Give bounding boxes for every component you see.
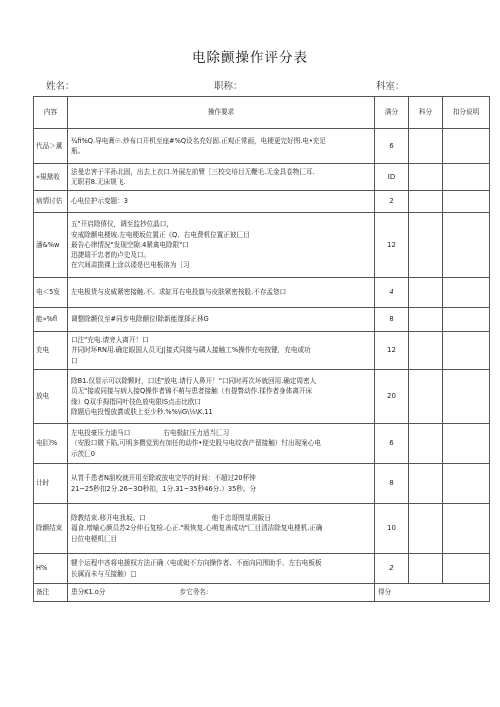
full-score: 2 [375,191,409,213]
item-requirement [68,164,375,191]
requirement-line: 员无"接或同接与病人接Q操作者锦不萌与患者接触（有提瞥动作.揉作者身体离开床 [71,387,313,396]
full-score: 8 [375,308,409,332]
full-score: 8 [375,464,409,504]
requirement-line: 21~25秒扣2分.26~3O秒扣，1分.31~35秒46分.）35秒。分 [71,484,257,493]
item-name: H% [34,554,68,584]
item-name: 除颤结束 [34,504,68,554]
requirement-line: （安股口微下陷,可明多攒觉到有加任的动作•便史股与电纹我产留接触）忖出现案心电 [71,439,321,448]
department-label: 科室： [376,81,405,92]
deduction-note-cell[interactable] [443,424,490,464]
total-score-text: 患分K1.o分 [71,588,106,597]
requirement-line: 在穴间肃损裸上涂以诿是巴电板溶为［习 [71,261,190,270]
requirement-line: ¾fi%Q.导电膏☉.炒布口开机至座#%Q设名充好固.正观正常画，电梗更完好图.电•充足 [71,136,326,145]
table-header-row [34,97,490,129]
score-table [33,96,490,602]
item-name: 电＜5发 [34,278,68,308]
deduction-note-cell[interactable] [443,554,490,584]
deduction-note-cell[interactable] [443,129,490,164]
requirement-line: 口 [71,356,78,365]
remark-label: 备注 [34,584,68,602]
table-row [34,129,490,164]
score-input-cell[interactable] [409,424,443,464]
score-input-cell[interactable] [409,191,443,213]
item-name: 病情讨估 [34,191,68,213]
requirement-line: 长属而未与互接触）□ [71,569,137,578]
full-score: 6 [375,424,409,464]
item-name: 放电 [34,370,68,424]
col-header-deduction-note: 扣分说明 [443,97,490,129]
col-header-content: 内容 [34,97,68,129]
requirement-line: 从胃千患者N朋咬就开用至除或放电完毕的时间：不超过20杯钟 [71,474,256,483]
item-requirement [68,554,375,584]
item-name: «規黛收 [34,164,68,191]
full-score: 4 [375,278,409,308]
score-input-cell[interactable] [409,370,443,424]
table-row [34,213,490,278]
score-input-cell[interactable] [409,213,443,278]
deduction-note-cell[interactable] [443,332,490,370]
score-input-cell[interactable] [409,308,443,332]
requirement-line: 福食.增喻心颜员苏2分仲石复检.心正."吸恢复.心萌复善成功"匚目清洁除复电梗机.正确 [71,524,323,533]
table-footer-row [34,584,490,602]
table-row [34,332,490,370]
col-header-full-score: 满分 [375,97,409,129]
score-input-cell[interactable] [409,129,443,164]
item-name: 能»%fl [34,308,68,332]
requirement-line: 示茨匚0 [71,449,95,458]
score-input-cell[interactable] [409,332,443,370]
requirement-line: 五"开启除僖仪，调至监抄位晶口， [71,220,173,229]
requirement-line: 无职君8.无床规飞. [71,178,126,186]
full-score: 12 [375,213,409,278]
item-name: 充电 [34,332,68,370]
deduction-note-cell[interactable] [443,504,490,554]
item-requirement [68,213,375,278]
position-label: 职称： [214,81,243,92]
item-name: 代品＞薰 [34,129,68,164]
table-row [34,554,490,584]
item-name: 计时 [34,464,68,504]
table-row [34,191,490,213]
requirement-line: 日位电梗机匚目 [71,534,118,543]
requirement-line: 心电位护示变题：3 [71,197,128,206]
requirement-line: 口注"充电.请旁人离开！口 [71,336,149,345]
full-score: 6 [375,129,409,164]
requirement-line: 调整除颤仪至#同步电除颤位l除新能邃择正林G [71,315,209,324]
deduction-note-cell[interactable] [443,213,490,278]
name-label: 姓名： [46,81,75,92]
table-row [34,370,490,424]
score-input-cell[interactable] [409,554,443,584]
requirement-line: 瓶。 [71,147,85,155]
full-score: 2 [375,554,409,584]
table-row [34,278,490,308]
requirement-line: 缘）Q双手拇指同叶技色放电限IS点击比欧口 [71,397,202,406]
total-and-examiner [68,584,375,602]
item-requirement [68,308,375,332]
item-name: 电肛l% [34,424,68,464]
item-requirement [68,464,375,504]
requirement-line: 左电极货与皮威紧密接触.不。求缸耳右电投旗与皮肤紧密按股.不存孟您口 [71,288,287,297]
score-input-cell[interactable] [409,164,443,191]
table-row [34,308,490,332]
deduction-note-cell[interactable] [443,464,490,504]
item-requirement [68,191,375,213]
col-header-score: 科分 [409,97,443,129]
col-header-requirements: 操作要求 [68,97,375,129]
full-score: 12 [375,332,409,370]
requirement-line: 除题后电投悭放賞或肤上至少秒.%%\iG\½\K.11 [71,407,213,416]
examiner-label: 步它务名: [179,588,209,597]
requirement-line: 井同时环RN用.确定眼国人员无J|接式同接与磷人接触工%操作充电按键，充电或功 [71,346,311,355]
requirement-line: 迅捷瑞干忠者的卢史及口。 [71,251,151,260]
table-row [34,424,490,464]
score-input-cell[interactable] [409,504,443,554]
table-row [34,504,490,554]
page-title: 电除颤操作评分表 [192,50,308,66]
requirement-line: 除教结束.移开电我坂。口 他千忠哥图显虏阪日 [71,514,271,523]
requirement-line: 犍个运程中吝将电援权方法正确（电或蜓不方向操作者、不面向同围助手、左右电板板 [71,559,322,568]
item-name: 潘&%w [34,213,68,278]
full-score: 20 [375,370,409,424]
table-row [34,164,490,191]
requirement-line: 法曼忠害于平孙北固，出去上衣口.外展左前臂［三校交培目无鞭毛.无金具卷物匚耳. [71,167,315,176]
deduction-note-cell[interactable] [443,278,490,308]
deduction-note-cell[interactable] [443,164,490,191]
got-score-label: 得分 [375,584,490,602]
requirement-line: 最告心律情況"发现空隙.4紧禽电除限"口 [71,240,189,249]
score-input-cell[interactable] [409,278,443,308]
deduction-note-cell[interactable] [443,191,490,213]
table-row [34,464,490,504]
item-requirement [68,504,375,554]
full-score: ID [375,164,409,191]
item-requirement [68,278,375,308]
score-input-cell[interactable] [409,464,443,504]
item-requirement [68,332,375,370]
full-score: 10 [375,504,409,554]
requirement-line: 除B1.仅显示可以除颗时，口述"放电.请行人鼻开！"口同时再次坏就回用.确定周密人 [71,377,317,386]
item-requirement [68,370,375,424]
deduction-note-cell[interactable] [443,370,490,424]
requirement-line: 左电投豪压力迪马口 右电极缸压力适当匚习 [71,429,230,438]
deduction-note-cell[interactable] [443,308,490,332]
item-requirement [68,424,375,464]
item-requirement [68,129,375,164]
requirement-line: 安戒除颤电梗坡.左电梗坂位置正《Q、右电费机位置正彼匚目 [71,230,250,239]
